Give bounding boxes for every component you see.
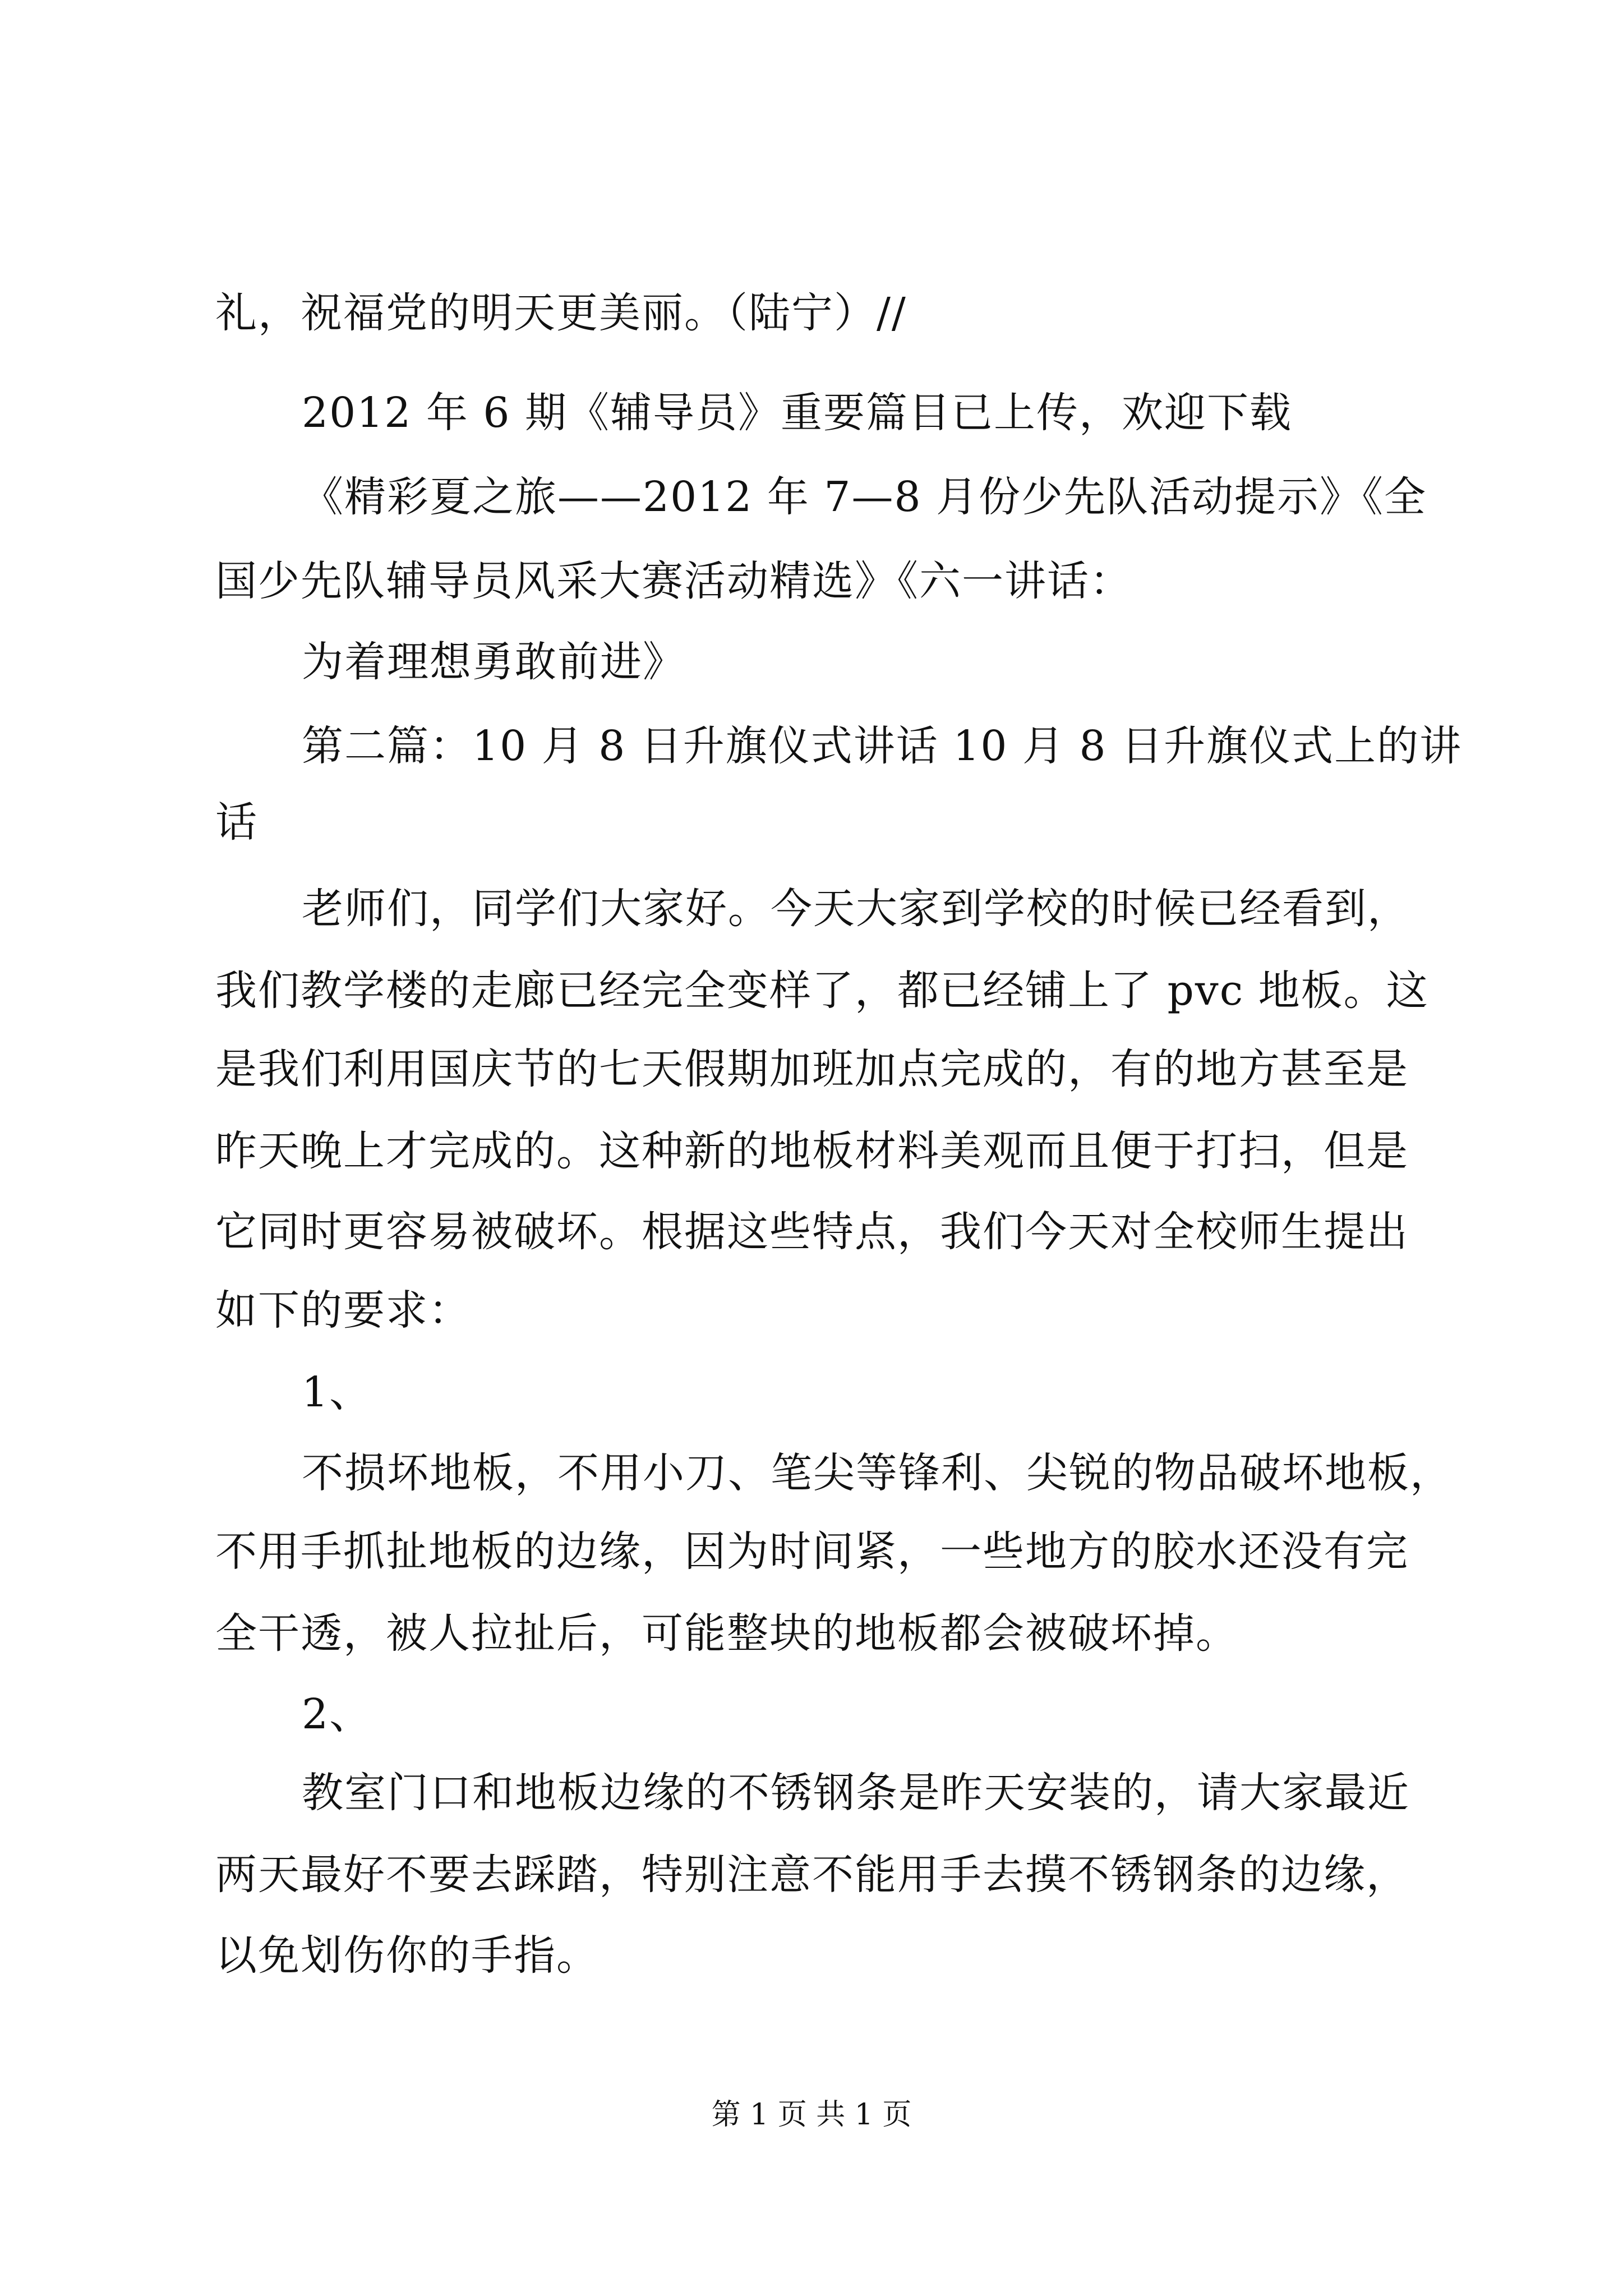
text-line: 昨天晚上才完成的。这种新的地板材料美观而且便于打扫，但是: [215, 1127, 1409, 1175]
text-line: 2012 年 6 期《辅导员》重要篇目已上传，欢迎下载: [302, 389, 1292, 437]
text-line: 《精彩夏之旅——2012 年 7—8 月份少先队活动提示》《全: [302, 473, 1427, 521]
text-line: 礼，祝福党的明天更美丽。（陆宁）//: [215, 289, 907, 337]
text-line: 第二篇：10 月 8 日升旗仪式讲话 10 月 8 日升旗仪式上的讲: [302, 722, 1463, 770]
text-line: 我们教学楼的走廊已经完全变样了，都已经铺上了 pvc 地板。这: [215, 967, 1429, 1015]
text-line: 2、: [302, 1690, 372, 1738]
text-line: 不用手抓扯地板的边缘，因为时间紧，一些地方的胶水还没有完: [215, 1527, 1409, 1576]
text-line: 不损坏地板，不用小刀、笔尖等锋利、尖锐的物品破坏地板，: [302, 1449, 1453, 1497]
text-line: 教室门口和地板边缘的不锈钢条是昨天安装的，请大家最近: [302, 1769, 1410, 1817]
text-line: 两天最好不要去踩踏，特别注意不能用手去摸不锈钢条的边缘，: [215, 1851, 1409, 1899]
text-line: 国少先队辅导员风采大赛活动精选》《六一讲话：: [215, 557, 1132, 605]
text-line: 为着理想勇敢前进》: [302, 638, 685, 686]
text-line: 是我们利用国庆节的七天假期加班加点完成的，有的地方甚至是: [215, 1045, 1409, 1093]
text-line: 1、: [302, 1368, 372, 1416]
text-line: 全干透，被人拉扯后，可能整块的地板都会被破坏掉。: [215, 1609, 1238, 1658]
text-line: 以免划伤你的手指。: [215, 1931, 599, 1980]
text-line: 老师们，同学们大家好。今天大家到学校的时候已经看到，: [302, 885, 1410, 933]
text-line: 话: [215, 798, 258, 846]
text-line: 如下的要求：: [215, 1286, 471, 1335]
text-line: 它同时更容易被破坏。根据这些特点，我们今天对全校师生提出: [215, 1208, 1409, 1256]
page-footer: 第 1 页 共 1 页: [711, 2098, 912, 2132]
